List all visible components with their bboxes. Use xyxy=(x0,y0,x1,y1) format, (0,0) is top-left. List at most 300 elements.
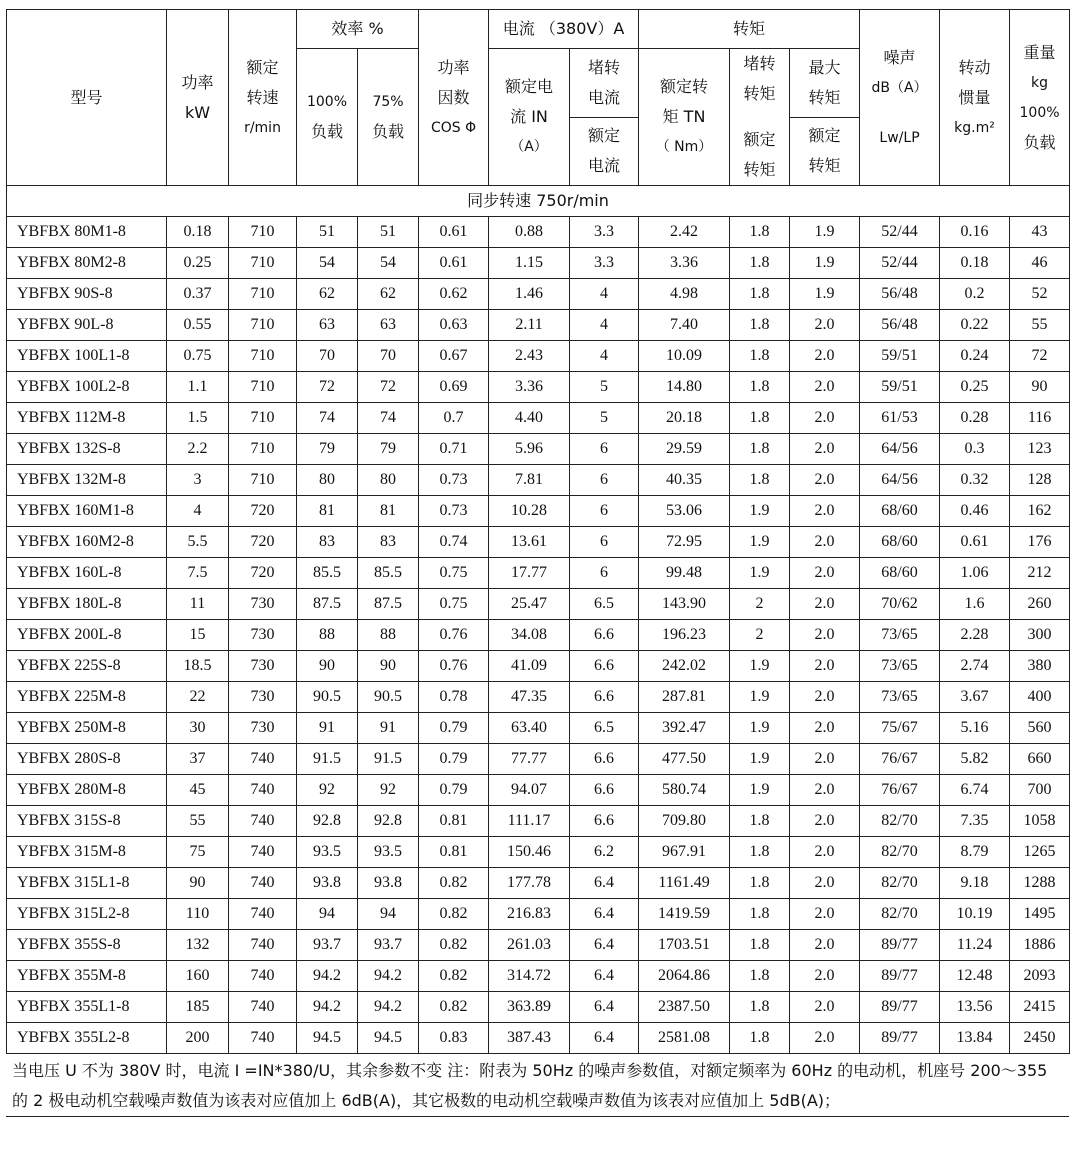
value-cell: 79 xyxy=(358,434,419,465)
value-cell: 22 xyxy=(167,682,229,713)
value-cell: 5.96 xyxy=(489,434,570,465)
value-cell: 6.74 xyxy=(940,775,1010,806)
value-cell: 0.76 xyxy=(419,620,489,651)
value-cell: 52 xyxy=(1010,279,1070,310)
value-cell: 1.9 xyxy=(730,744,790,775)
value-cell: 0.63 xyxy=(419,310,489,341)
value-cell: 62 xyxy=(358,279,419,310)
value-cell: 0.73 xyxy=(419,496,489,527)
header-rated-current: 额定电 流 IN （A） xyxy=(489,49,570,186)
value-cell: 34.08 xyxy=(489,620,570,651)
value-cell: 87.5 xyxy=(358,589,419,620)
value-cell: 1.8 xyxy=(730,248,790,279)
value-cell: 6.4 xyxy=(570,961,639,992)
model-cell: YBFBX 80M2-8 xyxy=(7,248,167,279)
value-cell: 740 xyxy=(229,806,297,837)
value-cell: 0.46 xyxy=(940,496,1010,527)
value-cell: 10.09 xyxy=(639,341,730,372)
value-cell: 740 xyxy=(229,930,297,961)
value-cell: 1.9 xyxy=(730,558,790,589)
value-cell: 29.59 xyxy=(639,434,730,465)
value-cell: 0.25 xyxy=(167,248,229,279)
value-cell: 2.74 xyxy=(940,651,1010,682)
header-locked-current-ratio: 额定 电流 xyxy=(570,117,639,186)
header-efficiency-group: 效率 % xyxy=(297,10,419,49)
value-cell: 2093 xyxy=(1010,961,1070,992)
model-cell: YBFBX 100L1-8 xyxy=(7,341,167,372)
value-cell: 1161.49 xyxy=(639,868,730,899)
value-cell: 730 xyxy=(229,713,297,744)
header-max-torque-ratio: 额定 转矩 xyxy=(790,117,860,186)
value-cell: 63 xyxy=(358,310,419,341)
value-cell: 7.35 xyxy=(940,806,1010,837)
value-cell: 82/70 xyxy=(860,806,940,837)
value-cell: 2.0 xyxy=(790,713,860,744)
model-cell: YBFBX 90L-8 xyxy=(7,310,167,341)
value-cell: 740 xyxy=(229,961,297,992)
value-cell: 212 xyxy=(1010,558,1070,589)
value-cell: 740 xyxy=(229,992,297,1023)
value-cell: 2.2 xyxy=(167,434,229,465)
value-cell: 6.6 xyxy=(570,651,639,682)
table-header xyxy=(7,10,1070,217)
value-cell: 380 xyxy=(1010,651,1070,682)
value-cell: 0.61 xyxy=(419,248,489,279)
header-speed: 额定 转速 r/min xyxy=(229,10,297,186)
header-rated-torque: 额定转 矩 TN （ Nm） xyxy=(639,49,730,186)
value-cell: 74 xyxy=(358,403,419,434)
value-cell: 52/44 xyxy=(860,248,940,279)
value-cell: 40.35 xyxy=(639,465,730,496)
value-cell: 92 xyxy=(358,775,419,806)
value-cell: 128 xyxy=(1010,465,1070,496)
value-cell: 70 xyxy=(297,341,358,372)
value-cell: 6.6 xyxy=(570,775,639,806)
value-cell: 1.9 xyxy=(790,248,860,279)
value-cell: 580.74 xyxy=(639,775,730,806)
value-cell: 0.76 xyxy=(419,651,489,682)
value-cell: 25.47 xyxy=(489,589,570,620)
value-cell: 4 xyxy=(570,279,639,310)
value-cell: 68/60 xyxy=(860,496,940,527)
value-cell: 0.82 xyxy=(419,992,489,1023)
value-cell: 2.0 xyxy=(790,992,860,1023)
value-cell: 2 xyxy=(730,620,790,651)
value-cell: 6.6 xyxy=(570,806,639,837)
table-row xyxy=(7,961,1070,992)
table-row xyxy=(7,372,1070,403)
value-cell: 55 xyxy=(1010,310,1070,341)
value-cell: 5.5 xyxy=(167,527,229,558)
table-row xyxy=(7,620,1070,651)
value-cell: 740 xyxy=(229,837,297,868)
value-cell: 55 xyxy=(167,806,229,837)
value-cell: 59/51 xyxy=(860,372,940,403)
value-cell: 82/70 xyxy=(860,899,940,930)
header-eff-100: 100% 负载 xyxy=(297,49,358,186)
value-cell: 720 xyxy=(229,496,297,527)
value-cell: 90 xyxy=(297,651,358,682)
value-cell: 1.06 xyxy=(940,558,1010,589)
value-cell: 2415 xyxy=(1010,992,1070,1023)
value-cell: 740 xyxy=(229,899,297,930)
value-cell: 83 xyxy=(297,527,358,558)
value-cell: 1.9 xyxy=(730,651,790,682)
value-cell: 41.09 xyxy=(489,651,570,682)
value-cell: 4.40 xyxy=(489,403,570,434)
value-cell: 1.6 xyxy=(940,589,1010,620)
value-cell: 1.8 xyxy=(730,372,790,403)
value-cell: 2 xyxy=(730,589,790,620)
value-cell: 61/53 xyxy=(860,403,940,434)
model-cell: YBFBX 160M2-8 xyxy=(7,527,167,558)
value-cell: 14.80 xyxy=(639,372,730,403)
value-cell: 2.0 xyxy=(790,744,860,775)
value-cell: 1495 xyxy=(1010,899,1070,930)
value-cell: 0.61 xyxy=(940,527,1010,558)
header-locked-torque: 堵转 转矩 额定 转矩 xyxy=(730,49,790,186)
value-cell: 51 xyxy=(358,217,419,248)
table-row xyxy=(7,248,1070,279)
table-row xyxy=(7,403,1070,434)
value-cell: 6 xyxy=(570,465,639,496)
header-weight: 重量 kg 100% 负载 xyxy=(1010,10,1070,186)
value-cell: 93.5 xyxy=(297,837,358,868)
model-cell: YBFBX 355S-8 xyxy=(7,930,167,961)
footnote: 当电压 U 不为 380V 时，电流 I =IN*380/U，其余参数不变 注：附表为 50Hz 的噪声参数值，对额定频率为 60Hz 的电动机，机座号 200～355 的 2 极电动机空载噪声数值为该表对应值加上 6dB(A)，其它极数的电动机空载噪声数值为该表对应值加上 5dB(A)； xyxy=(6,1054,1069,1117)
table-row xyxy=(7,651,1070,682)
value-cell: 91 xyxy=(358,713,419,744)
value-cell: 0.79 xyxy=(419,775,489,806)
value-cell: 91.5 xyxy=(297,744,358,775)
value-cell: 4 xyxy=(167,496,229,527)
value-cell: 3.67 xyxy=(940,682,1010,713)
value-cell: 94 xyxy=(297,899,358,930)
value-cell: 0.61 xyxy=(419,217,489,248)
value-cell: 64/56 xyxy=(860,465,940,496)
value-cell: 11 xyxy=(167,589,229,620)
table-row xyxy=(7,558,1070,589)
value-cell: 54 xyxy=(297,248,358,279)
value-cell: 18.5 xyxy=(167,651,229,682)
value-cell: 82/70 xyxy=(860,868,940,899)
value-cell: 2450 xyxy=(1010,1023,1070,1054)
value-cell: 93.5 xyxy=(358,837,419,868)
value-cell: 1.9 xyxy=(730,775,790,806)
table-row xyxy=(7,713,1070,744)
value-cell: 2.0 xyxy=(790,806,860,837)
value-cell: 2.0 xyxy=(790,682,860,713)
value-cell: 45 xyxy=(167,775,229,806)
header-inertia: 转动 惯量 kg.m² xyxy=(940,10,1010,186)
value-cell: 710 xyxy=(229,279,297,310)
value-cell: 3.3 xyxy=(570,248,639,279)
value-cell: 6.4 xyxy=(570,1023,639,1054)
value-cell: 0.28 xyxy=(940,403,1010,434)
value-cell: 17.77 xyxy=(489,558,570,589)
value-cell: 2.28 xyxy=(940,620,1010,651)
value-cell: 720 xyxy=(229,558,297,589)
motor-spec-table xyxy=(6,9,1070,1054)
value-cell: 387.43 xyxy=(489,1023,570,1054)
value-cell: 0.81 xyxy=(419,837,489,868)
model-cell: YBFBX 90S-8 xyxy=(7,279,167,310)
value-cell: 94.2 xyxy=(358,961,419,992)
value-cell: 5 xyxy=(570,372,639,403)
value-cell: 6.4 xyxy=(570,899,639,930)
header-max-torque: 最大 转矩 xyxy=(790,49,860,118)
value-cell: 150.46 xyxy=(489,837,570,868)
value-cell: 4 xyxy=(570,341,639,372)
value-cell: 15 xyxy=(167,620,229,651)
value-cell: 0.7 xyxy=(419,403,489,434)
value-cell: 5 xyxy=(570,403,639,434)
value-cell: 709.80 xyxy=(639,806,730,837)
table-row xyxy=(7,465,1070,496)
value-cell: 740 xyxy=(229,1023,297,1054)
value-cell: 0.24 xyxy=(940,341,1010,372)
value-cell: 0.25 xyxy=(940,372,1010,403)
value-cell: 6 xyxy=(570,496,639,527)
model-cell: YBFBX 132M-8 xyxy=(7,465,167,496)
value-cell: 710 xyxy=(229,248,297,279)
value-cell: 6.2 xyxy=(570,837,639,868)
value-cell: 89/77 xyxy=(860,992,940,1023)
model-cell: YBFBX 250M-8 xyxy=(7,713,167,744)
value-cell: 710 xyxy=(229,465,297,496)
model-cell: YBFBX 160M1-8 xyxy=(7,496,167,527)
value-cell: 82/70 xyxy=(860,837,940,868)
value-cell: 89/77 xyxy=(860,961,940,992)
value-cell: 1.9 xyxy=(790,279,860,310)
value-cell: 7.5 xyxy=(167,558,229,589)
value-cell: 89/77 xyxy=(860,1023,940,1054)
value-cell: 300 xyxy=(1010,620,1070,651)
spec-sheet xyxy=(6,9,1069,1117)
value-cell: 2.0 xyxy=(790,899,860,930)
model-cell: YBFBX 132S-8 xyxy=(7,434,167,465)
value-cell: 62 xyxy=(297,279,358,310)
table-row xyxy=(7,434,1070,465)
value-cell: 710 xyxy=(229,403,297,434)
model-cell: YBFBX 355L1-8 xyxy=(7,992,167,1023)
model-cell: YBFBX 355L2-8 xyxy=(7,1023,167,1054)
value-cell: 710 xyxy=(229,310,297,341)
table-body xyxy=(7,217,1070,1054)
value-cell: 81 xyxy=(297,496,358,527)
value-cell: 200 xyxy=(167,1023,229,1054)
value-cell: 6.5 xyxy=(570,589,639,620)
value-cell: 76/67 xyxy=(860,775,940,806)
value-cell: 77.77 xyxy=(489,744,570,775)
model-cell: YBFBX 100L2-8 xyxy=(7,372,167,403)
value-cell: 43 xyxy=(1010,217,1070,248)
value-cell: 75 xyxy=(167,837,229,868)
value-cell: 967.91 xyxy=(639,837,730,868)
value-cell: 12.48 xyxy=(940,961,1010,992)
model-cell: YBFBX 355M-8 xyxy=(7,961,167,992)
value-cell: 1.8 xyxy=(730,930,790,961)
value-cell: 7.81 xyxy=(489,465,570,496)
table-row xyxy=(7,496,1070,527)
value-cell: 20.18 xyxy=(639,403,730,434)
value-cell: 90.5 xyxy=(297,682,358,713)
value-cell: 0.82 xyxy=(419,899,489,930)
model-cell: YBFBX 80M1-8 xyxy=(7,217,167,248)
value-cell: 72.95 xyxy=(639,527,730,558)
value-cell: 177.78 xyxy=(489,868,570,899)
value-cell: 90.5 xyxy=(358,682,419,713)
value-cell: 94.2 xyxy=(297,992,358,1023)
value-cell: 1.9 xyxy=(790,217,860,248)
value-cell: 730 xyxy=(229,651,297,682)
value-cell: 400 xyxy=(1010,682,1070,713)
value-cell: 123 xyxy=(1010,434,1070,465)
value-cell: 2064.86 xyxy=(639,961,730,992)
value-cell: 0.3 xyxy=(940,434,1010,465)
value-cell: 90 xyxy=(358,651,419,682)
value-cell: 477.50 xyxy=(639,744,730,775)
value-cell: 94.5 xyxy=(297,1023,358,1054)
value-cell: 710 xyxy=(229,434,297,465)
value-cell: 1886 xyxy=(1010,930,1070,961)
value-cell: 242.02 xyxy=(639,651,730,682)
value-cell: 99.48 xyxy=(639,558,730,589)
header-noise: 噪声 dB（A） Lw/LP xyxy=(860,10,940,186)
value-cell: 47.35 xyxy=(489,682,570,713)
model-cell: YBFBX 180L-8 xyxy=(7,589,167,620)
value-cell: 72 xyxy=(358,372,419,403)
value-cell: 0.79 xyxy=(419,713,489,744)
value-cell: 2.0 xyxy=(790,403,860,434)
value-cell: 162 xyxy=(1010,496,1070,527)
value-cell: 2.0 xyxy=(790,930,860,961)
value-cell: 1.8 xyxy=(730,341,790,372)
value-cell: 0.75 xyxy=(419,589,489,620)
value-cell: 68/60 xyxy=(860,558,940,589)
value-cell: 91 xyxy=(297,713,358,744)
model-cell: YBFBX 315M-8 xyxy=(7,837,167,868)
value-cell: 2387.50 xyxy=(639,992,730,1023)
value-cell: 73/65 xyxy=(860,682,940,713)
value-cell: 80 xyxy=(297,465,358,496)
value-cell: 56/48 xyxy=(860,279,940,310)
value-cell: 0.82 xyxy=(419,868,489,899)
value-cell: 2.0 xyxy=(790,1023,860,1054)
value-cell: 13.56 xyxy=(940,992,1010,1023)
value-cell: 52/44 xyxy=(860,217,940,248)
value-cell: 92.8 xyxy=(297,806,358,837)
value-cell: 0.82 xyxy=(419,961,489,992)
table-row xyxy=(7,341,1070,372)
value-cell: 363.89 xyxy=(489,992,570,1023)
value-cell: 1.8 xyxy=(730,961,790,992)
header-model: 型号 xyxy=(7,10,167,186)
value-cell: 2.0 xyxy=(790,527,860,558)
value-cell: 1.8 xyxy=(730,434,790,465)
value-cell: 1288 xyxy=(1010,868,1070,899)
value-cell: 0.67 xyxy=(419,341,489,372)
value-cell: 1.8 xyxy=(730,1023,790,1054)
value-cell: 314.72 xyxy=(489,961,570,992)
value-cell: 0.83 xyxy=(419,1023,489,1054)
value-cell: 81 xyxy=(358,496,419,527)
value-cell: 87.5 xyxy=(297,589,358,620)
value-cell: 2.43 xyxy=(489,341,570,372)
value-cell: 110 xyxy=(167,899,229,930)
value-cell: 260 xyxy=(1010,589,1070,620)
value-cell: 1.8 xyxy=(730,806,790,837)
value-cell: 94.2 xyxy=(358,992,419,1023)
value-cell: 261.03 xyxy=(489,930,570,961)
value-cell: 560 xyxy=(1010,713,1070,744)
value-cell: 6.6 xyxy=(570,744,639,775)
value-cell: 13.84 xyxy=(940,1023,1010,1054)
model-cell: YBFBX 225M-8 xyxy=(7,682,167,713)
value-cell: 4 xyxy=(570,310,639,341)
value-cell: 0.82 xyxy=(419,930,489,961)
value-cell: 0.69 xyxy=(419,372,489,403)
value-cell: 710 xyxy=(229,217,297,248)
value-cell: 6 xyxy=(570,434,639,465)
value-cell: 93.7 xyxy=(297,930,358,961)
table-row xyxy=(7,1023,1070,1054)
table-row xyxy=(7,589,1070,620)
value-cell: 80 xyxy=(358,465,419,496)
table-row xyxy=(7,899,1070,930)
value-cell: 1.8 xyxy=(730,868,790,899)
table-row xyxy=(7,806,1070,837)
value-cell: 6 xyxy=(570,527,639,558)
value-cell: 730 xyxy=(229,589,297,620)
value-cell: 91.5 xyxy=(358,744,419,775)
table-row xyxy=(7,682,1070,713)
section-title: 同步转速 750r/min xyxy=(7,186,1070,217)
value-cell: 740 xyxy=(229,775,297,806)
value-cell: 2.0 xyxy=(790,310,860,341)
value-cell: 74 xyxy=(297,403,358,434)
value-cell: 730 xyxy=(229,682,297,713)
value-cell: 5.16 xyxy=(940,713,1010,744)
value-cell: 730 xyxy=(229,620,297,651)
value-cell: 75/67 xyxy=(860,713,940,744)
value-cell: 79 xyxy=(297,434,358,465)
value-cell: 46 xyxy=(1010,248,1070,279)
header-eff-75: 75% 负载 xyxy=(358,49,419,186)
value-cell: 2.0 xyxy=(790,496,860,527)
value-cell: 2.0 xyxy=(790,341,860,372)
value-cell: 710 xyxy=(229,341,297,372)
value-cell: 0.18 xyxy=(940,248,1010,279)
value-cell: 2.0 xyxy=(790,372,860,403)
value-cell: 132 xyxy=(167,930,229,961)
value-cell: 63 xyxy=(297,310,358,341)
value-cell: 720 xyxy=(229,527,297,558)
value-cell: 2.0 xyxy=(790,868,860,899)
value-cell: 0.79 xyxy=(419,744,489,775)
value-cell: 2.11 xyxy=(489,310,570,341)
value-cell: 94 xyxy=(358,899,419,930)
value-cell: 1703.51 xyxy=(639,930,730,961)
value-cell: 3.3 xyxy=(570,217,639,248)
value-cell: 89/77 xyxy=(860,930,940,961)
value-cell: 76/67 xyxy=(860,744,940,775)
value-cell: 51 xyxy=(297,217,358,248)
value-cell: 2.0 xyxy=(790,465,860,496)
value-cell: 1.9 xyxy=(730,527,790,558)
value-cell: 94.07 xyxy=(489,775,570,806)
value-cell: 92 xyxy=(297,775,358,806)
